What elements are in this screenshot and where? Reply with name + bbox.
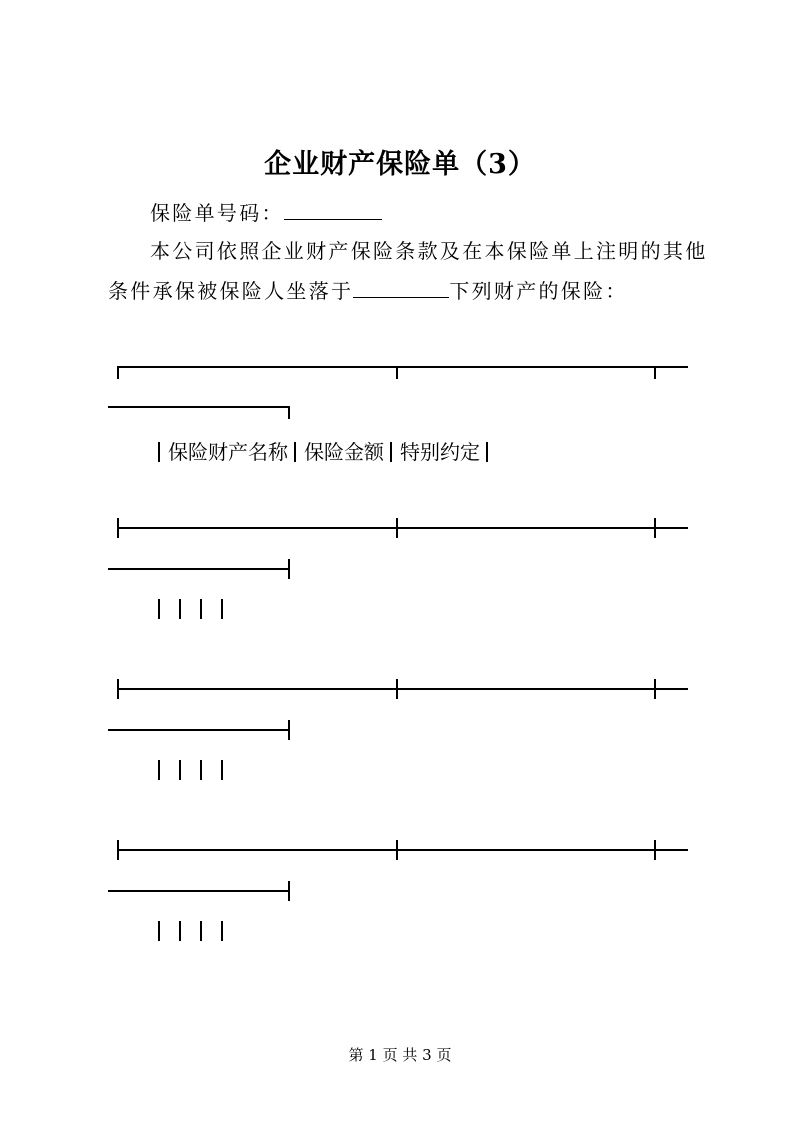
table-rule-tick [654,679,656,699]
table-rule-tick [396,366,398,379]
table-rule-bottom [108,406,290,408]
table-rule-tick [117,840,119,860]
table-divider [200,760,202,780]
table-divider [158,442,160,462]
table-header-col1: 保险财产名称 [168,440,288,464]
intro-line-2-suffix: 下列财产的保险： [449,279,628,303]
policy-number-blank [284,199,382,220]
table-rule-tick [288,559,290,579]
intro-line-1: 本公司依照企业财产保险条款及在本保险单上注明的其他 [150,239,708,263]
table-empty-row [158,597,242,621]
table-rule-tick [117,518,119,538]
table-rule-tick [288,720,290,740]
table-rule-top [118,688,688,690]
table-divider [200,921,202,941]
table-divider [221,921,223,941]
document-title: 企业财产保险单（3） [264,149,536,180]
table-header-col2: 保险金额 [304,440,384,464]
policy-number-line [150,197,382,226]
table-divider [158,599,160,619]
table-divider [158,921,160,941]
table-divider [179,599,181,619]
table-divider [221,599,223,619]
table-rule-bottom [108,568,290,570]
table-rule-tick [117,366,119,379]
table-divider [390,442,392,462]
intro-line-2 [108,275,628,304]
table-rule-bottom [108,729,290,731]
table-rule-tick [396,518,398,538]
table-rule-tick [654,518,656,538]
table-header-col3: 特别约定 [400,440,480,464]
table-rule-tick [288,406,290,419]
table-divider [158,760,160,780]
table-rule-tick [396,679,398,699]
table-rule-top [118,366,688,368]
table-divider [221,760,223,780]
table-divider [294,442,296,462]
table-rule-tick [654,840,656,860]
table-rule-tick [396,840,398,860]
table-divider [179,760,181,780]
table-rule-top [118,849,688,851]
table-rule-top [118,527,688,529]
table-rule-bottom [108,890,290,892]
table-divider [200,599,202,619]
policy-number-label: 保险单号码： [150,201,284,225]
table-rule-tick [117,679,119,699]
intro-line-2-prefix: 条件承保被保险人坐落于 [108,279,354,303]
table-divider [179,921,181,941]
table-rule-tick [288,881,290,901]
table-divider [486,442,488,462]
location-blank [353,277,449,298]
table-empty-row [158,919,242,943]
page-footer: 第 1 页 共 3 页 [348,1046,452,1064]
table-empty-row [158,758,242,782]
table-rule-tick [654,366,656,379]
table-header-row [158,436,496,465]
